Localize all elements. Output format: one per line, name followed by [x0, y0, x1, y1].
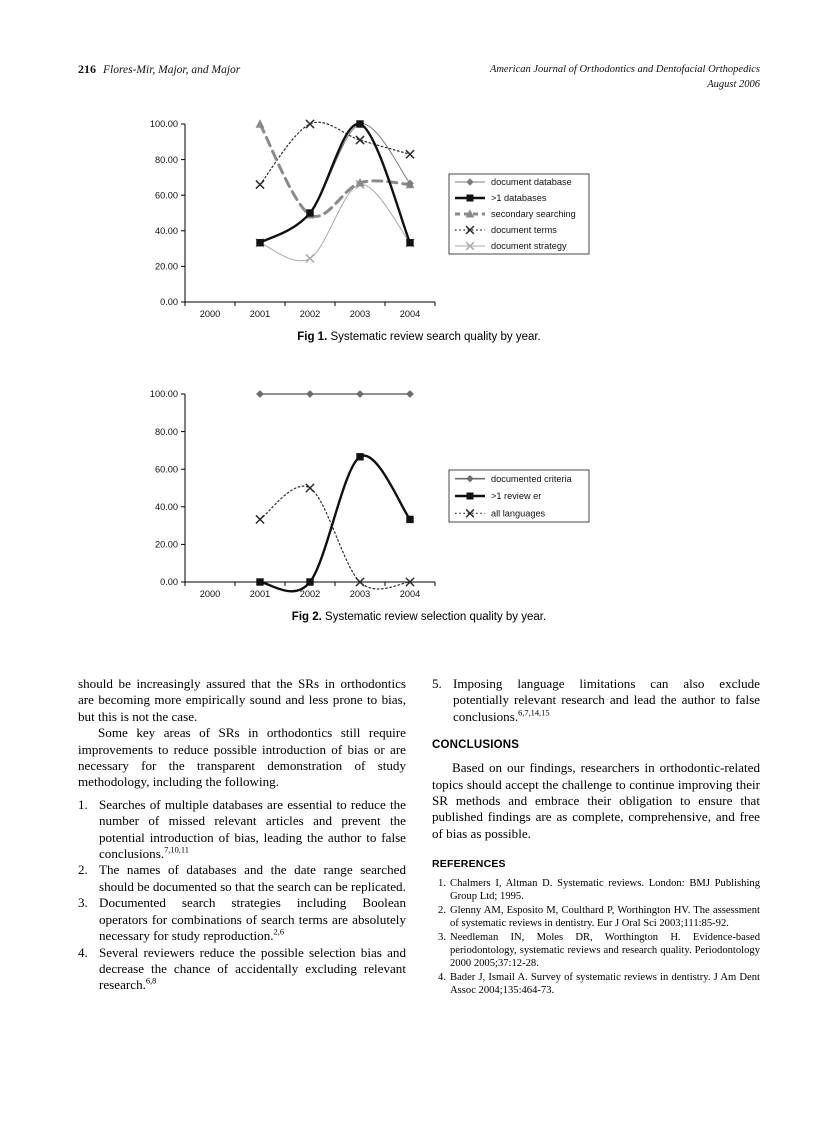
legend-label: document terms [491, 225, 557, 236]
body-columns [78, 676, 760, 1076]
y-tick-label: 60.00 [155, 190, 178, 201]
figure-2-chart [119, 382, 719, 607]
series-line [260, 124, 410, 216]
running-head-authors: Flores-Mir, Major, and Major [103, 64, 241, 76]
y-tick-label: 0.00 [160, 297, 178, 308]
list-item-text: Searches of multiple databases are essential to reduce the number of missed relevant articles and prevent the potential introduction of bias, leading the author to false conclusions. [99, 796, 406, 862]
data-point-marker [307, 579, 313, 585]
series-line [260, 456, 410, 592]
running-head-left [78, 62, 240, 77]
list-item-number: 5. [432, 676, 442, 691]
citation-superscript: 2,6 [273, 927, 284, 937]
reference-item [432, 904, 760, 930]
references-heading: REFERENCES [432, 858, 506, 871]
series-3 [256, 484, 414, 589]
data-point-marker [306, 484, 314, 492]
data-point-marker [257, 579, 263, 585]
x-tick-label: 2003 [349, 309, 371, 319]
right-column [432, 676, 760, 998]
x-axis-ticks [185, 302, 435, 319]
figure-1-chart [119, 112, 719, 327]
list-item-text: Imposing language limitations can also exclude potentially relevant research and lead the author to false conclusions. [453, 676, 760, 724]
data-point-marker [357, 121, 363, 127]
legend-label: all languages [491, 508, 546, 519]
reference-list [432, 877, 760, 997]
citation-superscript: 6,8 [145, 976, 157, 986]
data-point-marker [407, 391, 413, 397]
citation-superscript: 6,7,14,15 [518, 708, 550, 718]
series-3 [256, 120, 413, 218]
y-tick-label: 80.00 [155, 426, 178, 437]
figure-1-label: Fig 1. [297, 331, 328, 343]
y-axis-ticks [150, 119, 185, 307]
legend-label: >1 databases [491, 193, 547, 204]
data-point-marker [257, 391, 263, 397]
list-item [78, 945, 406, 994]
numbered-list-right [432, 676, 760, 725]
legend-label: >1 review er [491, 491, 542, 502]
series-1 [257, 391, 413, 397]
x-tick-label: 2004 [399, 589, 421, 599]
list-item [78, 862, 406, 895]
y-tick-label: 60.00 [155, 464, 178, 475]
series-4 [256, 120, 414, 189]
figure-1-caption [0, 331, 838, 343]
data-point-marker [307, 210, 313, 216]
reference-number: 1. [438, 878, 446, 890]
page-number: 216 [78, 62, 96, 76]
reference-text: Bader J, Ismail A. Survey of systematic reviews in dentistry. J Am Dent Assoc 2004;135:464-73. [450, 972, 760, 997]
legend-label: secondary searching [491, 209, 576, 220]
y-tick-label: 80.00 [155, 154, 178, 165]
x-tick-label: 2000 [199, 589, 221, 599]
list-item-number: 4. [78, 944, 88, 960]
series-5 [256, 180, 414, 262]
data-point-marker [467, 493, 473, 499]
x-tick-label: 2001 [249, 309, 271, 319]
issue-date: August 2006 [707, 79, 760, 90]
reference-item [432, 877, 760, 903]
x-tick-label: 2004 [399, 309, 421, 319]
x-tick-label: 2003 [349, 589, 371, 599]
list-item [432, 676, 760, 725]
series-2 [257, 454, 413, 592]
figure-2-caption-text: Systematic review selection quality by year. [325, 611, 547, 623]
y-tick-label: 20.00 [155, 539, 178, 550]
series-line [260, 124, 410, 243]
data-point-marker [467, 195, 473, 201]
figure-2 [0, 382, 838, 623]
y-tick-label: 20.00 [155, 261, 178, 272]
left-column [78, 676, 406, 994]
data-point-marker [407, 516, 413, 522]
y-axis-ticks [150, 389, 185, 587]
figure-2-label: Fig 2. [291, 611, 322, 623]
y-tick-label: 100.00 [149, 389, 178, 400]
x-tick-label: 2002 [299, 589, 321, 599]
x-tick-label: 2000 [199, 309, 221, 319]
data-point-marker [256, 180, 264, 188]
journal-title: American Journal of Orthodontics and Dentofacial Orthopedics [489, 64, 760, 75]
data-point-marker [256, 515, 264, 523]
reference-text: Glenny AM, Esposito M, Coulthard P, Worthington HV. The assessment of systematic reviews in dentistry. Eur J Oral Sci 2003;111:85-92. [450, 905, 760, 930]
legend-label: documented criteria [491, 473, 572, 484]
reference-number: 4. [438, 972, 446, 984]
running-head [78, 62, 760, 96]
legend-label: document database [491, 177, 572, 188]
legend-label: document strategy [491, 241, 567, 252]
data-point-marker [306, 120, 314, 128]
citation-superscript: 7,10,11 [164, 845, 189, 855]
figure-2-caption [0, 611, 838, 623]
x-tick-label: 2001 [249, 589, 271, 599]
series-line [260, 184, 410, 260]
running-head-right [490, 62, 760, 92]
reference-text: Needleman IN, Moles DR, Worthington H. Evidence-based periodontology, systematic reviews and research quality. Periodontology 2000 2005;37:12-28. [450, 932, 760, 970]
reference-number: 3. [438, 932, 446, 944]
figure-1 [0, 112, 838, 343]
y-tick-label: 100.00 [149, 119, 178, 130]
y-tick-label: 40.00 [155, 226, 178, 236]
series-line [260, 486, 410, 589]
data-point-marker [357, 454, 363, 460]
list-item-number: 3. [78, 895, 88, 911]
x-tick-label: 2002 [299, 309, 321, 319]
numbered-list-left [78, 797, 406, 994]
y-tick-label: 0.00 [160, 577, 178, 588]
series-2 [257, 121, 413, 246]
list-item-text: Documented search strategies including Boolean operators for combinations of search terms are absolutely necessary for study reproduction. [99, 895, 406, 944]
reference-number: 2. [438, 905, 446, 917]
conclusions-paragraph: Based on our findings, researchers in orthodontic-related topics should accept the challenge to continue improving their SR methods and embrace their obligation to ensure that published findings are as complete, comprehensive, and free of bias as possible. [432, 760, 760, 841]
data-point-marker [306, 254, 314, 262]
list-item-number: 1. [78, 796, 88, 812]
data-point-marker [406, 150, 414, 158]
figure-1-caption-text: Systematic review search quality by year. [330, 331, 541, 343]
data-point-marker [307, 391, 313, 397]
data-point-marker [256, 120, 263, 127]
list-item-text: The names of databases and the date range searched should be documented so that the search can be replicated. [99, 862, 406, 894]
list-item-text: Several reviewers reduce the possible selection bias and decrease the chance of accidentally excluding relevant research. [99, 944, 406, 993]
series-line [260, 124, 410, 243]
data-point-marker [357, 391, 363, 397]
data-point-marker [257, 240, 263, 246]
chart-legend [449, 470, 589, 522]
chart-legend [449, 174, 589, 254]
paragraph-continued: should be increasingly assured that the SRs in orthodontics are becoming more empirically sound and less prone to bias, but this is not the case. [78, 676, 406, 724]
data-point-marker [407, 240, 413, 246]
reference-item [432, 931, 760, 970]
reference-item [432, 971, 760, 997]
reference-text: Chalmers I, Altman D. Systematic reviews. London: BMJ Publishing Group Ltd; 1995. [450, 878, 760, 903]
data-point-marker [356, 136, 364, 144]
conclusions-heading: CONCLUSIONS [432, 739, 520, 752]
list-item [78, 797, 406, 863]
list-item-number: 2. [78, 862, 88, 878]
y-tick-label: 40.00 [155, 502, 178, 512]
list-item [78, 895, 406, 944]
paragraph-key-areas: Some key areas of SRs in orthodontics still require improvements to reduce possible introduction of bias or are necessary for the transparent demonstration of study methodology, including the following. [78, 725, 406, 790]
